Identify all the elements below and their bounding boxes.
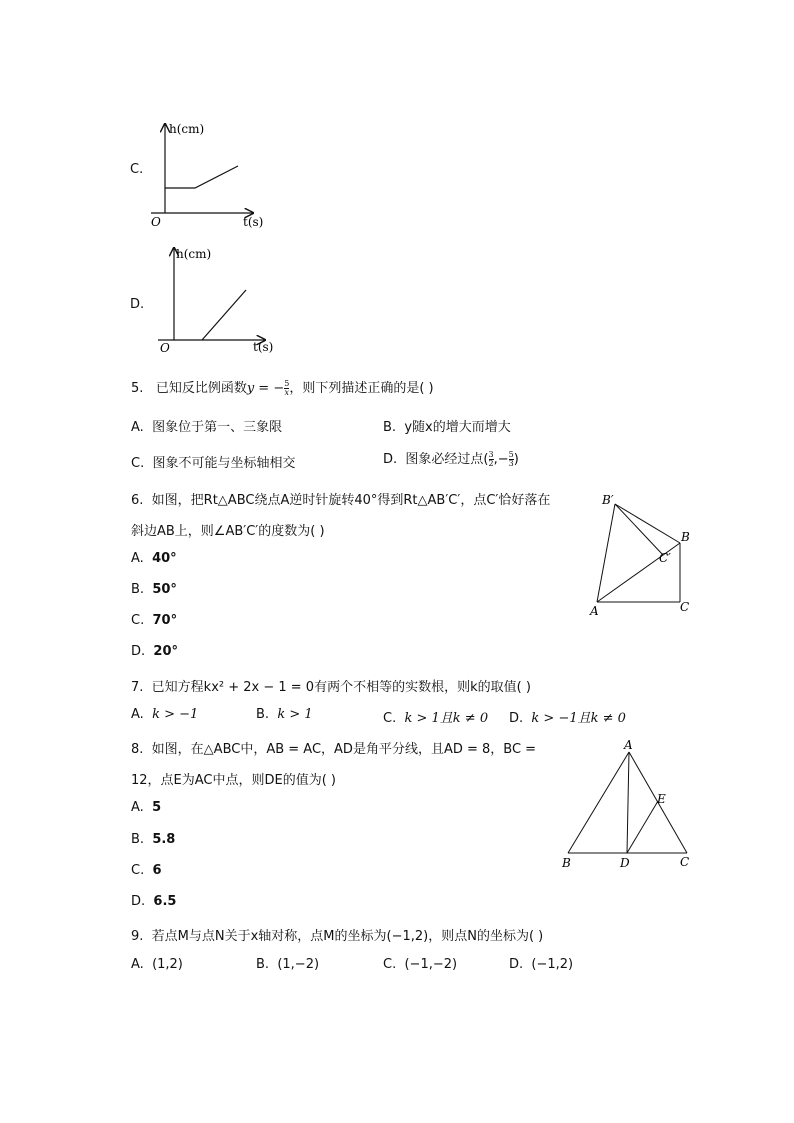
option-label: D. bbox=[131, 894, 146, 909]
label-c-prime: C′ bbox=[659, 551, 671, 565]
graph-line bbox=[202, 290, 246, 340]
origin-label: O bbox=[160, 341, 170, 355]
q6-stem-line2 bbox=[131, 520, 325, 539]
q7-option-d bbox=[509, 707, 626, 726]
option-value: 40° bbox=[152, 551, 177, 566]
q5-text-before: 已知反比例函数 bbox=[155, 381, 247, 396]
q6-figure bbox=[585, 485, 705, 620]
option-value: k > −1且k ≠ 0 bbox=[531, 711, 626, 726]
q5-formula: y = − bbox=[246, 381, 285, 396]
option-c-label: C. bbox=[130, 162, 144, 177]
q8-figure bbox=[555, 735, 700, 875]
q9-option-c bbox=[383, 957, 457, 972]
q5-text-after: ，则下列描述正确的是( ) bbox=[289, 381, 434, 396]
q5-option-d bbox=[383, 448, 519, 468]
option-value: (−1,−2) bbox=[404, 957, 458, 972]
option-label: D. bbox=[509, 957, 524, 972]
option-value: (1,2) bbox=[152, 957, 183, 972]
graph-c-figure bbox=[145, 118, 280, 233]
label-c: C bbox=[680, 600, 690, 614]
segment-a-b bbox=[568, 752, 629, 853]
option-value: 6.5 bbox=[153, 894, 177, 909]
q9-option-d bbox=[509, 957, 573, 972]
option-text: y随x的增大而增大 bbox=[404, 420, 511, 435]
option-label: A. bbox=[131, 420, 144, 435]
q6-line1: 如图，把Rt△ABC绕点A逆时针旋转40°得到Rt△AB′C′，点C′恰好落在 bbox=[151, 493, 551, 508]
q6-option-a bbox=[131, 551, 177, 566]
q5-option-a bbox=[131, 416, 282, 435]
close-paren: ) bbox=[513, 452, 519, 467]
option-value: 20° bbox=[153, 644, 179, 659]
label-d: D bbox=[620, 856, 630, 870]
y-axis-label: h(cm) bbox=[176, 247, 212, 261]
option-value: 50° bbox=[152, 582, 177, 597]
option-value: 5 bbox=[152, 800, 162, 815]
option-label: B. bbox=[131, 582, 145, 597]
option-value: 70° bbox=[152, 613, 178, 628]
label-b: B bbox=[562, 856, 571, 870]
q7-option-c bbox=[383, 707, 488, 726]
y-axis-label: h(cm) bbox=[169, 122, 205, 136]
q7-text: 已知方程kx² + 2x − 1 = 0有两个不相等的实数根，则k的取值( ) bbox=[151, 680, 531, 695]
q6-option-c bbox=[131, 613, 177, 628]
q9-option-a bbox=[131, 957, 183, 972]
q9-number: 9. bbox=[131, 929, 144, 944]
q6-stem-line1 bbox=[131, 489, 550, 508]
option-d-label: D. bbox=[130, 297, 145, 312]
q8-line2: 12，点E为AC中点，则DE的值为( ) bbox=[131, 773, 336, 788]
q5-option-c bbox=[131, 452, 296, 471]
q8-stem-line2 bbox=[131, 769, 336, 788]
option-label: A. bbox=[131, 800, 144, 815]
option-text: 图象不可能与坐标轴相交 bbox=[152, 456, 296, 471]
x-axis-label: t(s) bbox=[243, 215, 264, 229]
q6-option-b bbox=[131, 582, 177, 597]
x-axis-label: t(s) bbox=[253, 340, 274, 354]
separator: ,− bbox=[493, 452, 509, 467]
option-label: A. bbox=[131, 957, 144, 972]
q7-option-a bbox=[131, 707, 198, 722]
label-b: B bbox=[681, 530, 690, 544]
segment-b-prime-c-prime bbox=[615, 504, 663, 555]
option-label: B. bbox=[131, 832, 145, 847]
frac-num: 3 bbox=[488, 450, 494, 459]
q6-line2: 斜边AB上，则∠AB′C′的度数为( ) bbox=[131, 524, 325, 539]
label-c: C bbox=[680, 855, 690, 869]
label-a: A bbox=[590, 604, 599, 618]
frac-num: 5 bbox=[508, 450, 514, 459]
q8-option-b bbox=[131, 832, 175, 847]
option-label: D. bbox=[509, 711, 524, 726]
option-text: 图象必经过点( bbox=[405, 452, 489, 467]
graph-line bbox=[165, 166, 238, 188]
q9-text: 若点M与点N关于x轴对称，点M的坐标为(−1,2)，则点N的坐标为( ) bbox=[151, 929, 544, 944]
frac-den: 2 bbox=[488, 459, 494, 468]
option-value: 6 bbox=[152, 863, 162, 878]
segment-b-prime-b bbox=[615, 504, 680, 543]
q8-stem-line1 bbox=[131, 738, 536, 757]
graph-d-figure bbox=[150, 244, 285, 359]
option-label: C. bbox=[383, 957, 397, 972]
option-label: C. bbox=[131, 613, 145, 628]
q7-option-b bbox=[256, 707, 313, 722]
q8-option-d bbox=[131, 894, 176, 909]
q9-stem bbox=[131, 925, 543, 944]
segment-b-prime-a bbox=[597, 504, 615, 602]
frac-den: 3 bbox=[508, 459, 514, 468]
q8-number: 8. bbox=[131, 742, 144, 757]
label-e: E bbox=[657, 792, 666, 806]
q8-option-a bbox=[131, 800, 161, 815]
option-value: (−1,2) bbox=[531, 957, 574, 972]
q5-number: 5. bbox=[131, 381, 144, 396]
option-value: 5.8 bbox=[152, 832, 176, 847]
q6-option-d bbox=[131, 644, 178, 659]
option-text: 图象位于第一、三象限 bbox=[152, 420, 283, 435]
option-label: B. bbox=[256, 707, 270, 722]
segment-a-d bbox=[627, 752, 629, 853]
q7-stem bbox=[131, 676, 531, 695]
option-label: A. bbox=[131, 551, 144, 566]
option-label: C. bbox=[131, 863, 145, 878]
q8-line1: 如图，在△ABC中，AB = AC，AD是角平分线，且AD = 8，BC = bbox=[151, 742, 537, 757]
label-a: A bbox=[624, 738, 633, 752]
option-value: (1,−2) bbox=[277, 957, 320, 972]
q5-frac-num: 5 bbox=[284, 379, 290, 388]
option-value: k > −1 bbox=[152, 707, 199, 722]
option-label: B. bbox=[383, 420, 397, 435]
q5-frac-den: x bbox=[284, 388, 290, 397]
option-value: k > 1且k ≠ 0 bbox=[404, 711, 489, 726]
q5-stem bbox=[131, 377, 434, 397]
q5-option-b bbox=[383, 416, 511, 435]
option-label: A. bbox=[131, 707, 144, 722]
q9-option-b bbox=[256, 957, 319, 972]
option-value: k > 1 bbox=[277, 707, 313, 722]
option-label: D. bbox=[131, 644, 146, 659]
q8-option-c bbox=[131, 863, 162, 878]
origin-label: O bbox=[151, 215, 161, 229]
segment-d-e bbox=[627, 801, 658, 853]
q6-number: 6. bbox=[131, 493, 144, 508]
label-b-prime: B′ bbox=[602, 493, 614, 507]
q7-number: 7. bbox=[131, 680, 144, 695]
option-label: C. bbox=[131, 456, 145, 471]
option-label: B. bbox=[256, 957, 270, 972]
option-label: D. bbox=[383, 452, 398, 467]
option-label: C. bbox=[383, 711, 397, 726]
